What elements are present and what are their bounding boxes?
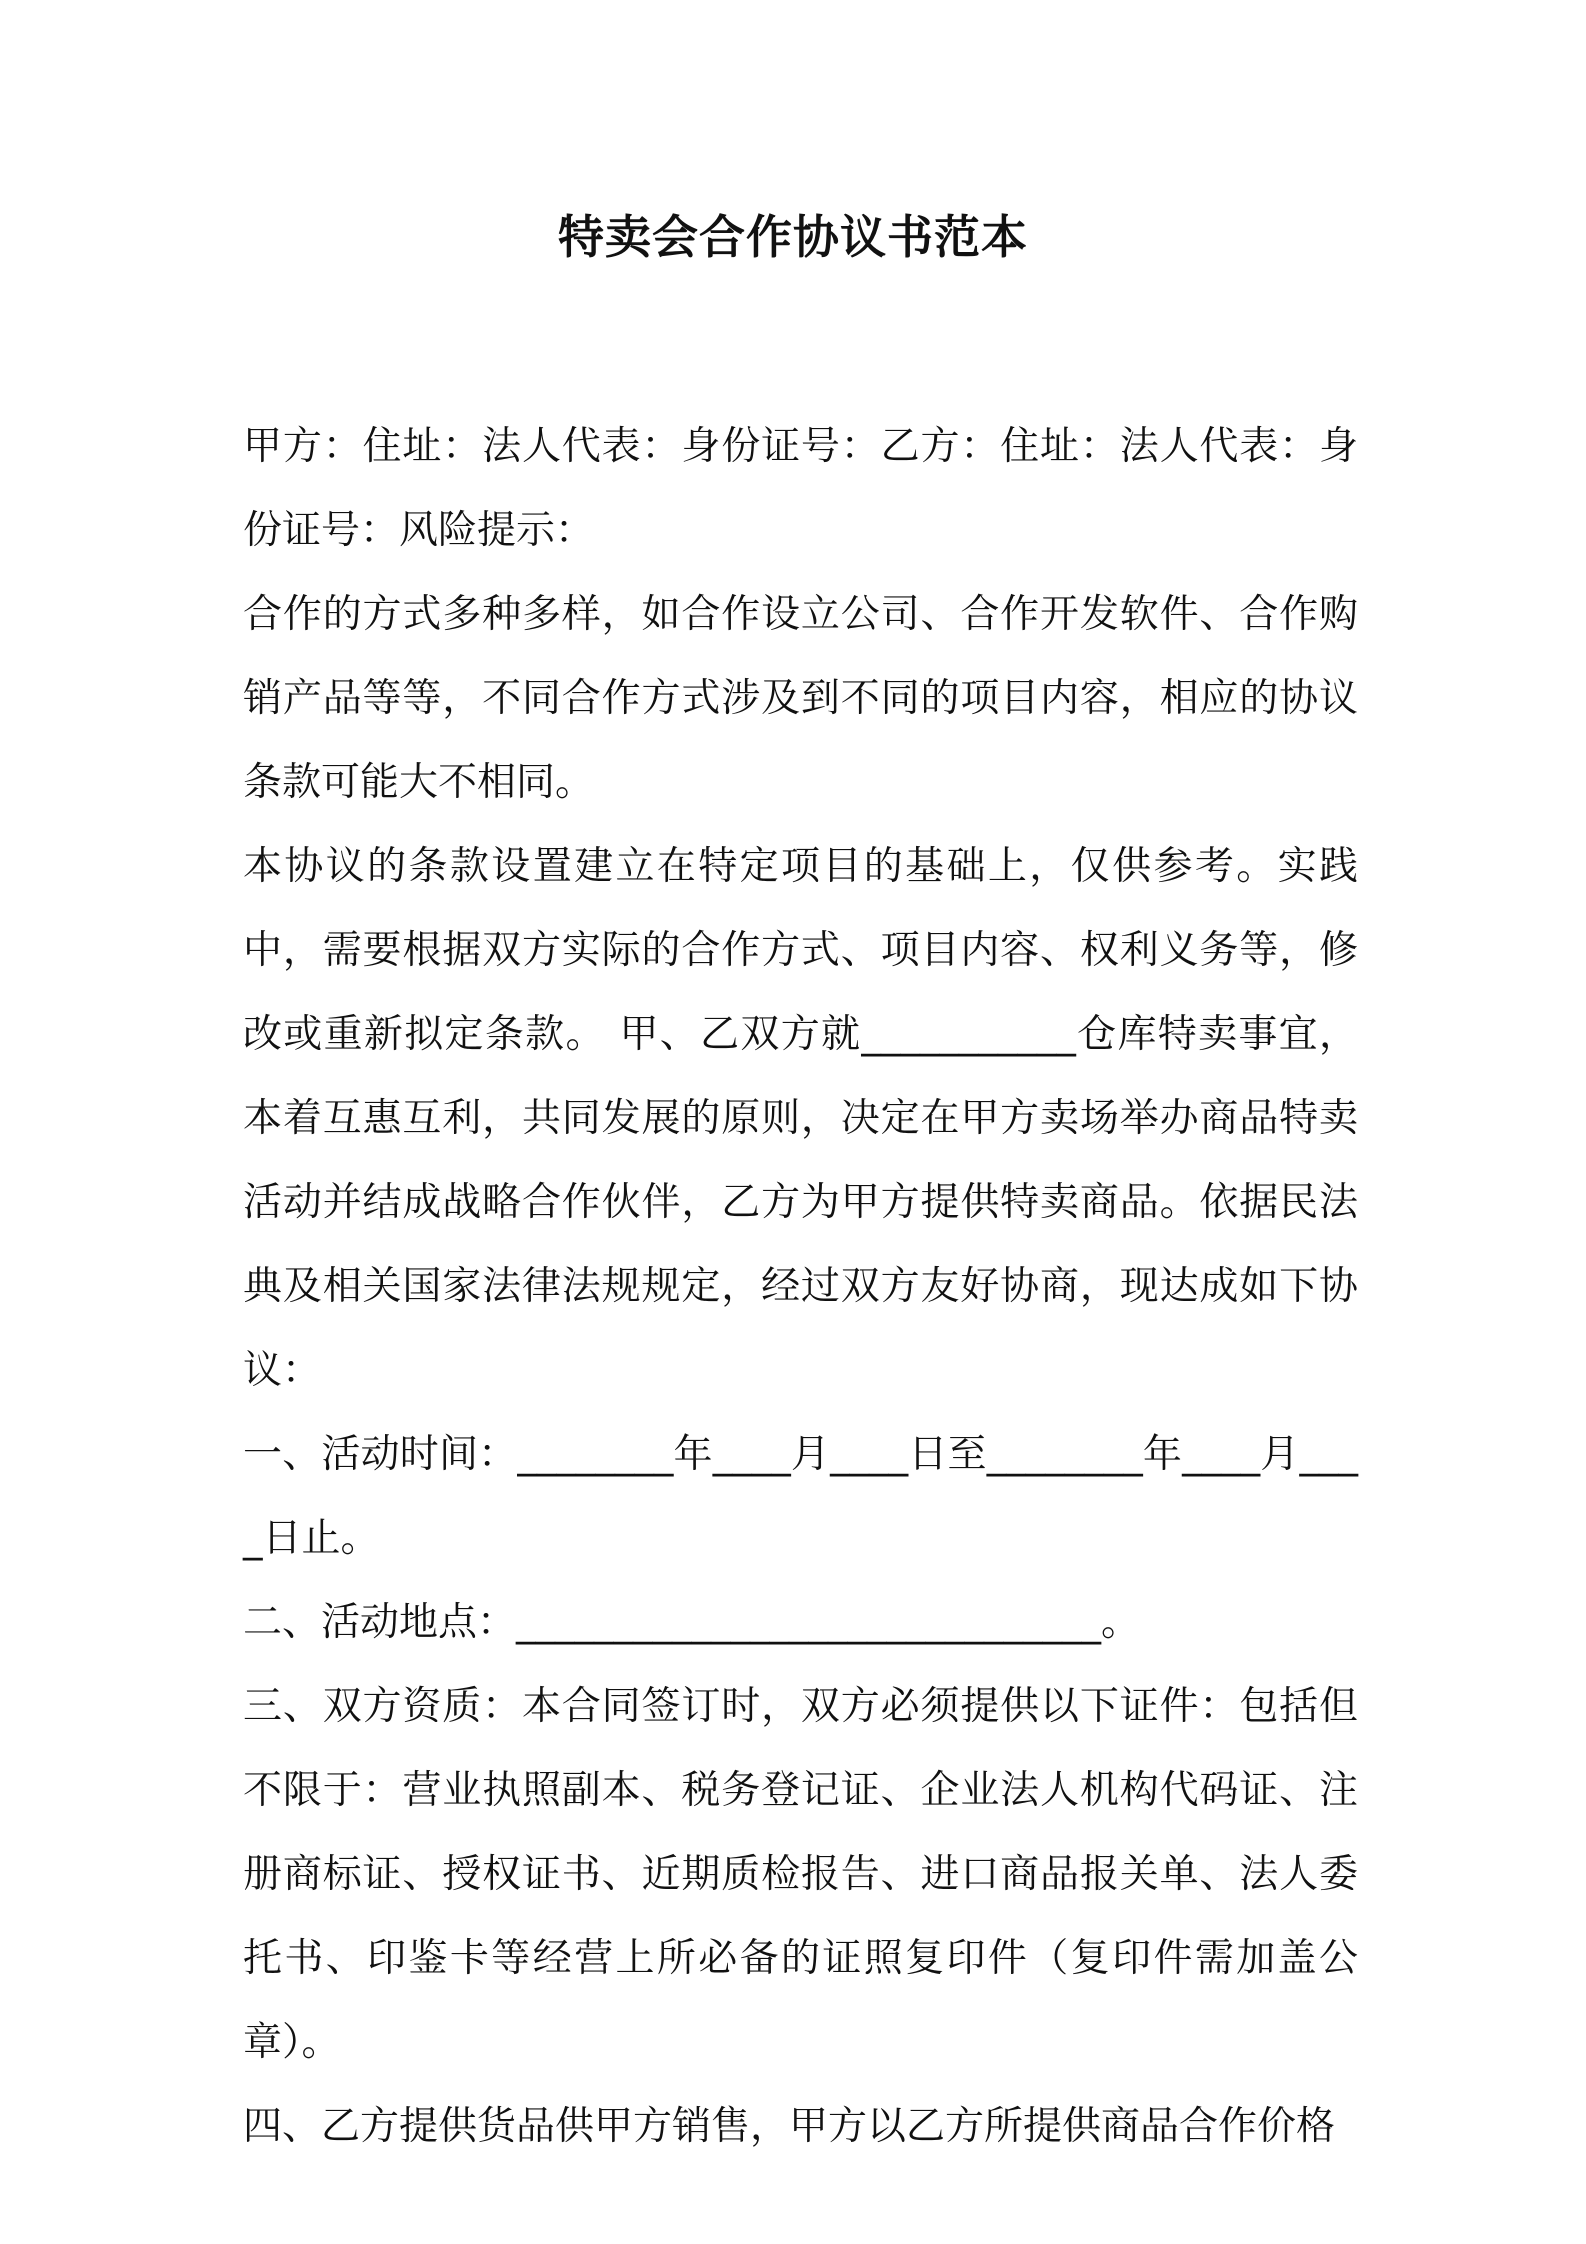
document-body [243, 405, 1358, 2169]
clause-4-supply: 四、乙方提供货品供甲方销售，甲方以乙方所提供商品合作价格 [243, 2104, 1336, 2149]
clause-3-qualifications: 三、双方资质：本合同签订时，双方必须提供以下证件：包括但不限于：营业执照副本、税务登记证、企业法人机构代码证、注册商标证、授权证书、近期质检报告、进口商品报关单、法人委托书、印鉴卡等经营上所必备的证照复印件（复印件需加盖公章）。 [243, 1684, 1358, 2065]
document-title: 特卖会合作协议书范本 [558, 210, 1028, 264]
parties-paragraph: 甲方：住址：法人代表：身份证号：乙方：住址：法人代表：身份证号：风险提示： [243, 424, 1358, 553]
agreement-preamble-paragraph: 本协议的条款设置建立在特定项目的基础上，仅供参考。实践中，需要根据双方实际的合作方式、项目内容、权利义务等，修改或重新拟定条款。 甲、乙双方就___________仓库特卖事宜，本着互惠互利，共同发展的原则，决定在甲方卖场举办商品特卖活动并结成战略合作伙伴，乙方为甲方提供特卖商品。依据民法典及相关国家法律法规规定，经过双方友好协商，现达成如下协议： [243, 844, 1358, 1393]
clause-2-activity-location: 二、活动地点：______________________________。 [243, 1600, 1141, 1645]
cooperation-modes-paragraph: 合作的方式多种多样，如合作设立公司、合作开发软件、合作购销产品等等，不同合作方式涉及到不同的项目内容，相应的协议条款可能大不相同。 [243, 592, 1358, 805]
clause-1-activity-time: 一、活动时间：________年____月____日至________年____月____日止。 [243, 1432, 1358, 1561]
